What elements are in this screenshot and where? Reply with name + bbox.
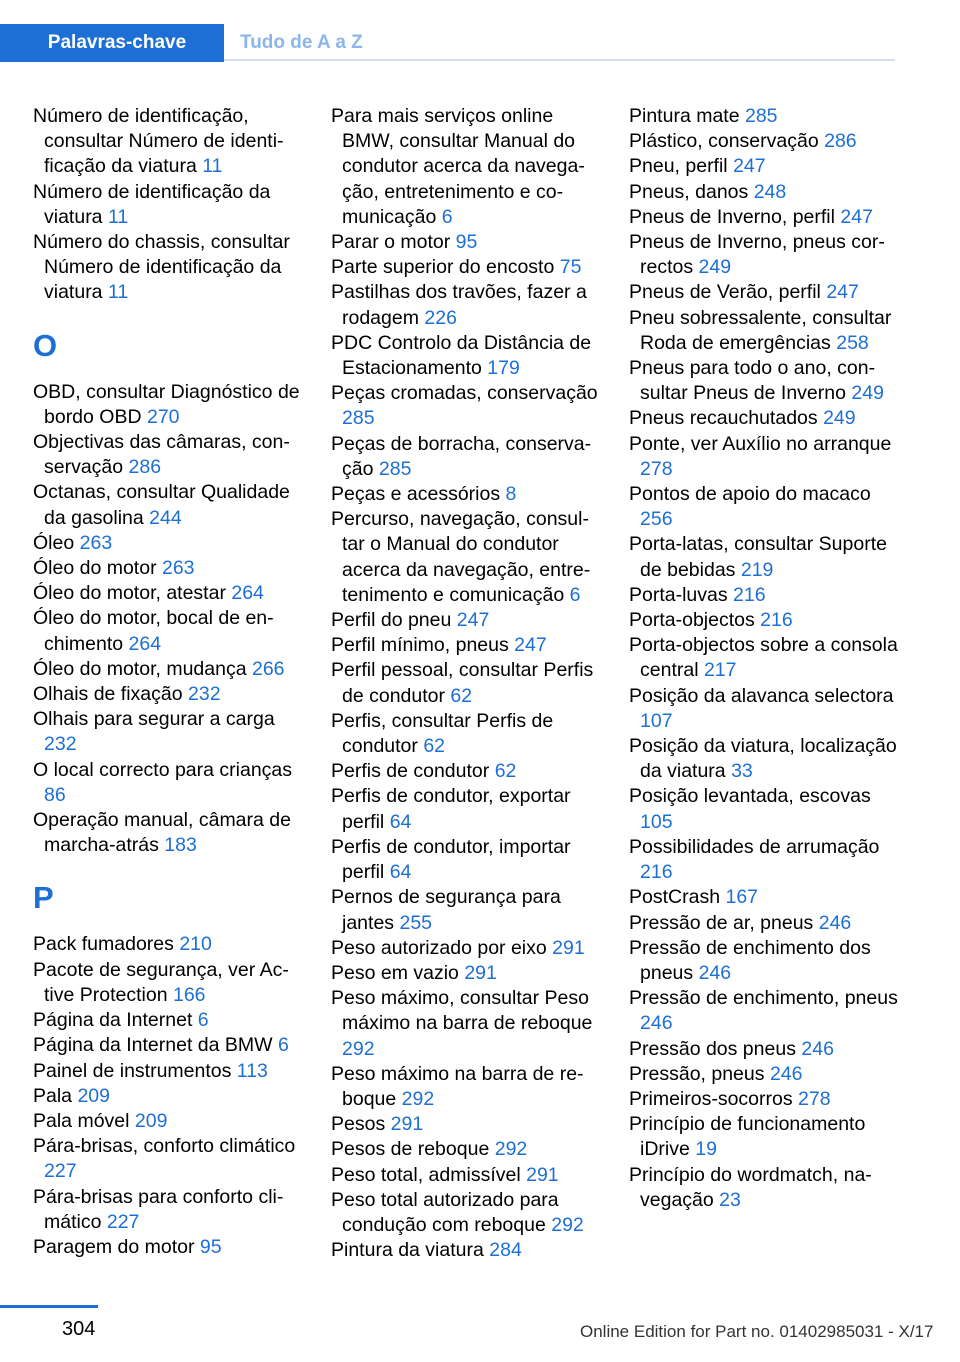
page-link[interactable]: 285 <box>744 105 778 127</box>
index-entry <box>629 734 901 784</box>
index-entry <box>33 230 303 306</box>
page-link[interactable]: 75 <box>559 256 582 279</box>
index-entry <box>33 380 303 430</box>
index-entry <box>33 556 303 581</box>
page-link[interactable]: 247 <box>826 281 859 304</box>
entry-text: Posição levantada, escovas <box>629 785 871 808</box>
entry-text: Objectivas das câmaras, conservação <box>33 431 290 479</box>
page-link[interactable]: 113 <box>236 1059 268 1082</box>
page-link[interactable]: 209 <box>77 1084 110 1107</box>
page-link[interactable]: 209 <box>134 1109 168 1132</box>
page-link[interactable]: 167 <box>725 886 759 909</box>
entry-text: Pressão dos pneus <box>629 1037 796 1060</box>
page-link[interactable]: 292 <box>551 1213 584 1236</box>
page-link[interactable]: 64 <box>389 861 412 884</box>
entry-text: Olhais de fixação <box>33 683 183 706</box>
entry-text: Óleo do motor <box>33 557 157 580</box>
entry-text: Óleo do motor, bocal de enchimento <box>33 607 274 655</box>
page-link[interactable]: 11 <box>107 281 129 304</box>
index-entry <box>629 1163 901 1213</box>
index-entry <box>331 1163 601 1188</box>
entry-text: Perfil mínimo, pneus <box>331 634 509 657</box>
entry-text: Peso total, admissível <box>331 1163 521 1186</box>
page-link[interactable]: 210 <box>179 933 212 956</box>
page-link[interactable]: 107 <box>640 709 673 732</box>
entry-text: Perfis, consultar Perfis de condutor <box>331 709 554 758</box>
index-entry <box>33 1059 303 1084</box>
entry-text: Pneus para todo o ano, consultar Pneus de Inverno <box>629 357 876 405</box>
entry-text: Pressão de ar, pneus <box>629 911 814 934</box>
page-link[interactable]: 232 <box>44 733 77 756</box>
index-entry <box>33 958 303 1008</box>
index-entry <box>331 885 601 935</box>
index-entry <box>331 331 601 381</box>
entry-text: Painel de instrumentos <box>33 1059 232 1082</box>
page-link[interactable]: 62 <box>494 760 517 783</box>
entry-text: Pneu, perfil <box>629 155 728 178</box>
index-entry <box>629 180 901 205</box>
page-link[interactable]: 286 <box>824 130 857 153</box>
entry-text: Pára-brisas para conforto climático <box>33 1185 284 1233</box>
index-entry <box>629 205 901 230</box>
page-link[interactable]: 227 <box>44 1160 77 1183</box>
entry-text: Número de identificação da viatura <box>33 180 271 228</box>
index-column-1 <box>33 104 303 1260</box>
entry-text: Pernos de segurança para jantes <box>331 886 561 934</box>
index-entry <box>33 682 303 707</box>
index-entry <box>33 1134 303 1184</box>
entry-text: Pala móvel <box>33 1109 130 1132</box>
index-entry <box>331 432 601 482</box>
entry-text: Peças de borracha, conservação <box>331 432 592 480</box>
entry-text: Perfis de condutor <box>331 760 490 783</box>
index-entry <box>629 608 901 633</box>
index-entry <box>33 480 303 530</box>
entry-text: Pneu sobressalente, consultar Roda de emergências <box>629 306 892 354</box>
index-entry <box>629 835 901 885</box>
index-entry <box>331 784 601 834</box>
index-entry <box>331 507 601 608</box>
index-entry <box>331 1062 601 1112</box>
section-letter: P <box>33 880 54 916</box>
entry-text: Perfil do pneu <box>331 609 452 632</box>
entry-text: Parar o motor <box>331 231 451 254</box>
page-link[interactable]: 247 <box>840 205 873 228</box>
page-link[interactable]: 183 <box>164 834 197 857</box>
page-link[interactable]: 105 <box>640 810 673 833</box>
page-link[interactable]: 278 <box>640 457 673 480</box>
page-link[interactable]: 246 <box>640 1012 673 1035</box>
index-entry <box>33 180 303 230</box>
page-link[interactable]: 263 <box>161 557 195 580</box>
index-entry <box>629 482 901 532</box>
entry-text: PDC Controlo da Distância de Estacionamento <box>331 331 592 380</box>
entry-text: Peso máximo, consultar Peso máximo na barra de reboque <box>331 987 593 1035</box>
index-entry <box>629 230 901 280</box>
entry-text: Pala <box>33 1084 73 1107</box>
entry-text: Óleo do motor, atestar <box>33 582 226 605</box>
entry-text: Peças cromadas, conservação <box>331 382 598 405</box>
entry-text: Operação manual, câmara de marcha-atrás <box>33 809 291 857</box>
entry-text: Posição da viatura, localização da viatura <box>629 735 897 783</box>
index-entry <box>33 932 303 957</box>
index-entry <box>33 1084 303 1109</box>
entry-text: Porta-objectos <box>629 609 755 632</box>
entry-text: Peso em vazio <box>331 961 459 984</box>
entry-text: Posição da alavanca selectora <box>629 684 894 707</box>
header-tabbar <box>0 24 895 62</box>
entry-text: Pressão de enchimento, pneus <box>629 987 898 1010</box>
index-entry <box>33 758 303 808</box>
entry-text: Pneus recauchutados <box>629 407 818 430</box>
index-entry <box>629 911 901 936</box>
page-link[interactable]: 216 <box>640 861 673 884</box>
entry-text: Página da Internet <box>33 1009 193 1032</box>
entry-text: Peso autorizado por eixo <box>331 936 547 959</box>
entry-text: Ponte, ver Auxílio no arranque <box>629 432 892 455</box>
edition-note: Online Edition for Part no. 01402985031 - X/17 <box>580 1322 934 1341</box>
entry-text: Pneus, danos <box>629 180 749 203</box>
index-entry <box>331 230 601 255</box>
index-entry <box>629 306 901 356</box>
entry-text: Pintura mate <box>629 105 740 127</box>
page-link[interactable]: 217 <box>703 659 737 682</box>
index-column-2 <box>331 104 601 1263</box>
page-link[interactable]: 11 <box>202 155 223 178</box>
entry-text: Possibilidades de arrumação <box>629 835 880 858</box>
entry-text: Pastilhas dos travões, fazer a rodagem <box>331 281 587 329</box>
index-entry <box>33 581 303 606</box>
index-entry <box>629 104 901 129</box>
entry-text: Óleo do motor, mudança <box>33 657 247 680</box>
page-link[interactable]: 266 <box>251 657 285 680</box>
entry-text: Pesos de reboque <box>331 1138 490 1161</box>
entry-text: Peso máximo na barra de reboque <box>331 1062 584 1110</box>
tab-underline <box>224 59 895 61</box>
page-link[interactable]: 291 <box>464 961 497 984</box>
index-entry <box>629 356 901 406</box>
page-link[interactable]: 179 <box>487 357 520 380</box>
index-entry <box>331 961 601 986</box>
entry-text: Pontos de apoio do macaco <box>629 483 871 506</box>
index-column-3 <box>629 104 901 1213</box>
entry-text: O local correcto para crianças <box>33 758 293 781</box>
entry-text: Pressão, pneus <box>629 1062 765 1085</box>
entry-text: Princípio de funcionamento iDrive <box>629 1113 866 1161</box>
index-entry <box>33 808 303 858</box>
page-link[interactable]: 86 <box>44 783 66 806</box>
page-link[interactable]: 291 <box>390 1113 424 1136</box>
page-link[interactable]: 232 <box>188 683 221 706</box>
entry-text: Pressão de enchimento dos pneus <box>629 936 871 984</box>
index-entry <box>629 432 901 482</box>
page-link[interactable]: 19 <box>695 1138 717 1161</box>
index-entry <box>33 430 303 480</box>
entry-text: Número de identificação, consultar Número de identificação da viatura <box>33 105 284 178</box>
page-link[interactable]: 249 <box>698 256 732 279</box>
page-link[interactable]: 285 <box>378 457 412 480</box>
entry-text: Primeiros-socorros <box>629 1087 793 1110</box>
page-link[interactable]: 6 <box>441 205 453 228</box>
page-link[interactable]: 216 <box>733 583 766 606</box>
page-link[interactable]: 248 <box>753 180 787 203</box>
page-link[interactable]: 270 <box>146 405 180 428</box>
page-link[interactable]: 247 <box>456 609 490 632</box>
page-link[interactable]: 291 <box>526 1163 559 1186</box>
index-entry <box>331 1112 601 1137</box>
page-link[interactable]: 292 <box>494 1138 528 1161</box>
page-link[interactable]: 263 <box>79 531 113 554</box>
footer-rule <box>0 1305 98 1308</box>
entry-text: Perfis de condutor, exportar perfil <box>331 785 571 833</box>
entry-text: Percurso, navegação, consultar o Manual do condutor acerca da navegação, entretenimento e comunicação <box>331 508 591 606</box>
page-link[interactable]: 95 <box>455 231 478 254</box>
page-link[interactable]: 226 <box>424 306 457 329</box>
page-link[interactable]: 247 <box>514 634 547 657</box>
index-entry <box>331 1238 601 1263</box>
index-entry <box>331 759 601 784</box>
entry-text: Princípio do wordmatch, navegação <box>629 1163 872 1211</box>
page-link[interactable]: 95 <box>199 1235 222 1258</box>
page-link[interactable]: 264 <box>128 632 162 655</box>
index-entry <box>629 583 901 608</box>
index-entry <box>331 482 601 507</box>
entry-text: Olhais para segurar a carga <box>33 708 275 731</box>
entry-text: Plástico, conservação <box>629 130 819 153</box>
entry-text: Pára-brisas, conforto climático <box>33 1135 296 1158</box>
index-entry <box>629 1112 901 1162</box>
index-entry <box>629 406 901 431</box>
tab-palavras-chave[interactable]: Palavras-chave <box>0 24 224 62</box>
index-entry <box>331 1188 601 1238</box>
entry-text: Perfil pessoal, consultar Perfis de condutor <box>331 659 594 707</box>
index-entry <box>33 606 303 656</box>
index-entry <box>331 608 601 633</box>
page-link[interactable]: 33 <box>731 760 753 783</box>
index-entry <box>629 936 901 986</box>
index-entry <box>331 381 601 431</box>
index-entry <box>331 280 601 330</box>
index-entry <box>629 129 901 154</box>
index-entry <box>629 532 901 582</box>
page-link[interactable]: 227 <box>106 1210 140 1233</box>
page-link[interactable]: 23 <box>719 1188 741 1211</box>
index-entry <box>33 1185 303 1235</box>
index-entry <box>629 280 901 305</box>
entry-text: OBD, consultar Diagnóstico de bordo OBD <box>33 380 300 428</box>
index-entry <box>33 531 303 556</box>
page-link[interactable]: 246 <box>818 911 852 934</box>
entry-text: Porta-luvas <box>629 583 728 606</box>
page-link[interactable]: 62 <box>450 684 473 707</box>
page-link[interactable]: 64 <box>389 810 412 833</box>
entry-text: Página da Internet da BMW <box>33 1034 273 1057</box>
index-entry <box>629 986 901 1036</box>
entry-text: PostCrash <box>629 886 721 909</box>
section-letter: O <box>33 327 58 363</box>
index-entry <box>331 1137 601 1162</box>
page-number: 304 <box>62 1318 96 1340</box>
entry-text: Para mais serviços online BMW, consultar Manual do condutor acerca da navegação, entretenimento e comunicação <box>331 105 585 228</box>
entry-text: Número do chassis, consultar Número de identificação da viatura <box>33 231 290 304</box>
page-link[interactable]: 166 <box>172 983 206 1006</box>
index-entry <box>629 784 901 834</box>
page-link[interactable]: 6 <box>569 583 581 606</box>
page-link[interactable]: 285 <box>342 407 375 430</box>
page-link[interactable]: 255 <box>399 911 433 934</box>
index-entry <box>331 986 601 1062</box>
index-entry <box>331 658 601 708</box>
index-entry <box>331 104 601 230</box>
index-entry <box>331 709 601 759</box>
page-link[interactable]: 286 <box>128 456 162 479</box>
entry-text: Paragem do motor <box>33 1235 195 1258</box>
entry-text: Parte superior do encosto <box>331 256 555 279</box>
page-link[interactable]: 284 <box>489 1239 522 1262</box>
index-entry <box>629 1062 901 1087</box>
page-link[interactable]: 244 <box>149 506 182 529</box>
page-link[interactable]: 216 <box>760 609 793 632</box>
entry-text: Perfis de condutor, importar perfil <box>331 835 571 884</box>
page-link[interactable]: 278 <box>798 1087 831 1110</box>
page-link[interactable]: 264 <box>231 582 264 605</box>
entry-text: Octanas, consultar Qualidade da gasolina <box>33 481 290 529</box>
index-entry <box>33 1008 303 1033</box>
tab-tudo-de-a-a-z[interactable]: Tudo de A a Z <box>240 32 363 53</box>
entry-text: Peças e acessórios <box>331 483 501 506</box>
entry-text: Porta-objectos sobre a consola central <box>629 634 898 682</box>
index-entry <box>629 1087 901 1112</box>
page-link[interactable]: 292 <box>401 1087 435 1110</box>
index-entry <box>629 633 901 683</box>
index-entry <box>33 657 303 682</box>
index-entry <box>629 684 901 734</box>
page-link[interactable]: 291 <box>552 936 585 959</box>
index-entry <box>33 1033 303 1058</box>
index-entry <box>629 154 901 179</box>
page-link[interactable]: 6 <box>277 1034 289 1057</box>
page-link[interactable]: 292 <box>342 1037 375 1060</box>
page-link[interactable]: 246 <box>769 1062 803 1085</box>
entry-text: Pintura da viatura <box>331 1239 484 1262</box>
index-entry <box>33 1235 303 1260</box>
index-entry <box>331 936 601 961</box>
entry-text: Pesos <box>331 1113 386 1136</box>
page-link[interactable]: 219 <box>740 558 774 581</box>
entry-text: Óleo <box>33 531 75 554</box>
entry-text: Pneus de Inverno, pneus correctos <box>629 231 885 279</box>
page-link[interactable]: 6 <box>197 1009 209 1032</box>
index-entry <box>33 1109 303 1134</box>
page-link[interactable]: 62 <box>423 735 446 758</box>
page-link[interactable]: 247 <box>733 155 766 178</box>
index-entry <box>331 633 601 658</box>
index-entry <box>629 885 901 910</box>
index-entry <box>331 835 601 885</box>
entry-text: Pneus de Inverno, perfil <box>629 205 835 228</box>
index-entry <box>33 104 303 180</box>
index-entry <box>33 707 303 757</box>
page-link[interactable]: 256 <box>640 508 673 531</box>
page-link[interactable]: 249 <box>823 407 856 430</box>
entry-text: Peso total autorizado para condução com reboque <box>331 1188 559 1236</box>
entry-text: Pneus de Verão, perfil <box>629 281 821 304</box>
index-entry <box>331 255 601 280</box>
page-link[interactable]: 258 <box>836 331 869 354</box>
page-link[interactable]: 249 <box>851 382 884 405</box>
entry-text: Pack fumadores <box>33 933 174 956</box>
index-entry <box>629 1037 901 1062</box>
page-link[interactable]: 246 <box>698 961 732 984</box>
entry-text: Porta-latas, consultar Suporte de bebidas <box>629 533 887 581</box>
page-link[interactable]: 11 <box>107 205 129 228</box>
page-link[interactable]: 246 <box>801 1037 834 1060</box>
page-link[interactable]: 8 <box>505 483 517 506</box>
entry-text: Pacote de segurança, ver Active Protection <box>33 958 289 1006</box>
